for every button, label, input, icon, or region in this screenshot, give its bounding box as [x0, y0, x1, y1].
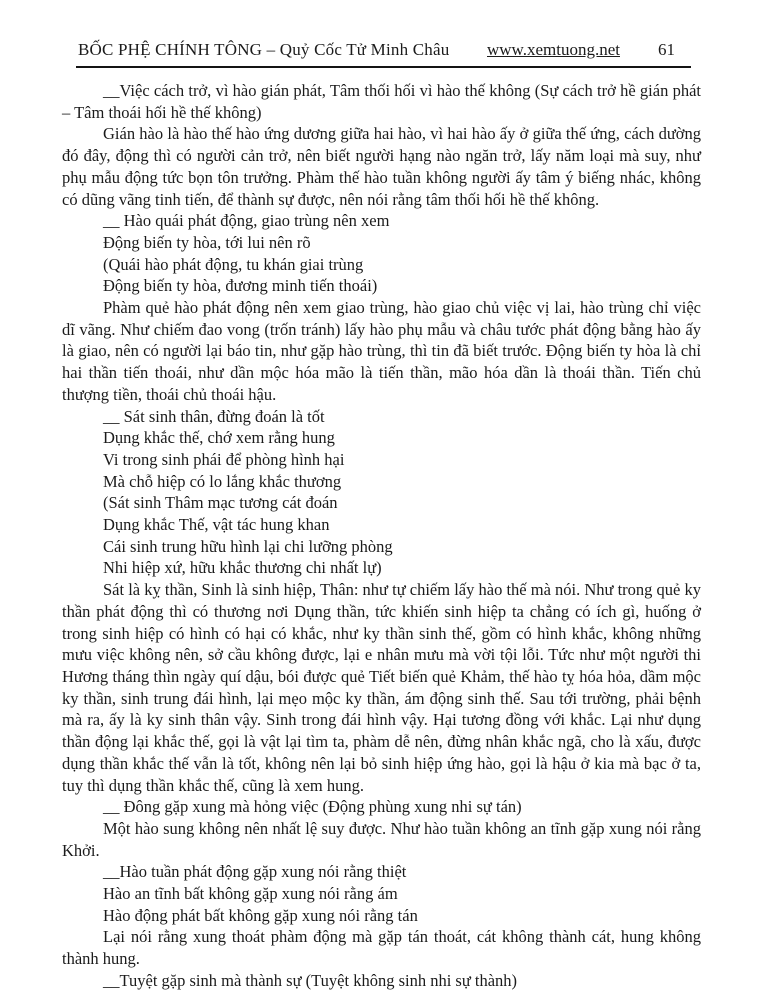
document-body [62, 80, 701, 990]
verse-line: __ Hào quái phát động, giao trùng nên xem [103, 211, 390, 231]
verse-line: Cái sinh trung hữu hình lại chi lưỡng phòng [103, 536, 393, 556]
verse-line: Động biến ty hòa, đương minh tiến thoái) [103, 276, 378, 296]
verse-line: (Sát sinh Thâm mạc tương cát đoán [103, 493, 338, 513]
paragraph: Phàm quẻ hào phát động nên xem giao trùng, hào giao chủ việc vị lai, hào trùng chỉ việc dĩ vãng. Như chiếm đao vong (trốn tránh) lấy hào phụ mẫu và châu tước phát động bằng hào ấy là giao, nên có người lại báo tin, như gặp hào trùng, thì tin đã biết trước. Động biến ty hòa là chỉ hai thần tiến thoái, như dần mộc hóa mão là tiến thần, mão hóa dần là thoái thần. Tiến chủ thượng tiền, thoái chủ thoái hậu. [62, 298, 701, 404]
paragraph: Sát là kỵ thần, Sinh là sinh hiệp, Thân: như tự chiếm lấy hào thế mà nói. Như trong quẻ ky thần phát động thì có thương nơi Dụng thần, tức khiến sinh hiệp ta chẳng có ích gì, huống ở trong sinh hiệp có hình có hại có khắc, như ky thần sinh thế, gồm có hình khắc, không những mưu việc không nên, sở cầu không được, lại e nhân mưu mà vời tội lỗi. Tức như một người thi Hương tháng thìn ngày quí dậu, bói được quẻ Tiết biến quẻ Khảm, thế hào tỵ hóa hỏa, dầm mộc ky thần, sinh trung đái hình, lại mẹo mộc ky thần, ám động sinh thế. Sau tới trường, phải bệnh mà ra, ấy là ky sinh thân vậy. Sinh trong đái hình vậy. Hại tương đồng với khắc. Lại như dụng thần động lại khắc thế, gọi là vật lại tìm ta, phàm dễ nên, đừng nhân khắc ngã, cho là xấu, được dụng thần khắc thế vẫn là tốt, không nên lại bỏ sinh hiệp ứng hào, gọi là hậu ở kia mà bạc ở ta, tuy thì dụng thần khắc thế, cũng là xem hung. [62, 580, 701, 795]
verse-line: __Hào tuần phát động gặp xung nói rằng thiệt [103, 862, 407, 882]
paragraph: Gián hào là hào thế hào ứng dương giữa hai hào, vì hai hào ấy ở giữa thế ứng, cách dường đó đây, động thì có người cản trở, nên biết người hạng nào ngăn trở, lấy năm loại mà suy, như phụ mẫu động tức bọn tôn trưởng. Phàm thế hào tuần không người ấy tâm ý biếng nhác, không có dũng vãng tinh tiến, để thành sự được, nên nói rằng tâm thối hối hề thế không. [62, 124, 701, 209]
paragraph: __Việc cách trở, vì hào gián phát, Tâm thối hối vì hào thế không (Sự cách trở hề gián phát – Tâm thoái hối hề thế không) [62, 81, 701, 122]
page-number: 61 [658, 40, 675, 59]
page-header [62, 40, 701, 60]
verse-line: Động biến ty hòa, tới lui nên rõ [103, 232, 311, 252]
paragraph: __Tuyệt gặp sinh mà thành sự (Tuyệt không sinh nhi sự thành) [103, 970, 518, 990]
verse-line: __ Sát sinh thân, đừng đoán là tốt [103, 406, 325, 426]
paragraph: Lại nói rằng xung thoát phàm động mà gặp tán thoát, cát không thành cát, hung không thành hung. [62, 927, 701, 969]
header-divider [76, 66, 691, 68]
verse-line: Vi trong sinh phái để phòng hình hại [103, 449, 345, 469]
paragraph: __ Đông gặp xung mà hỏng việc (Động phùng xung nhi sự tán) [103, 797, 522, 817]
verse-line: Mà chỗ hiệp có lo lắng khắc thương [103, 471, 342, 491]
website-link[interactable]: www.xemtuong.net [487, 40, 620, 59]
document-title: BỐC PHỆ CHÍNH TÔNG – Quỷ Cốc Tử Minh Châu [78, 40, 450, 59]
verse-line: Hào an tĩnh bất không gặp xung nói rằng ám [103, 884, 398, 904]
verse-line: Nhi hiệp xứ, hữu khắc thương chi nhất lự) [103, 558, 382, 578]
verse-line: (Quái hào phát động, tu khán giai trùng [103, 254, 364, 274]
verse-line: Dụng khắc thế, chớ xem rằng hung [103, 428, 335, 448]
verse-line: Hào động phát bất không gặp xung nói rằng tán [103, 905, 418, 925]
verse-line: Dụng khắc Thế, vật tác hung khan [103, 515, 330, 535]
paragraph: Một hào sung không nên nhất lệ suy được. Như hào tuần không an tĩnh gặp xung nói rằng Khởi. [62, 818, 701, 860]
